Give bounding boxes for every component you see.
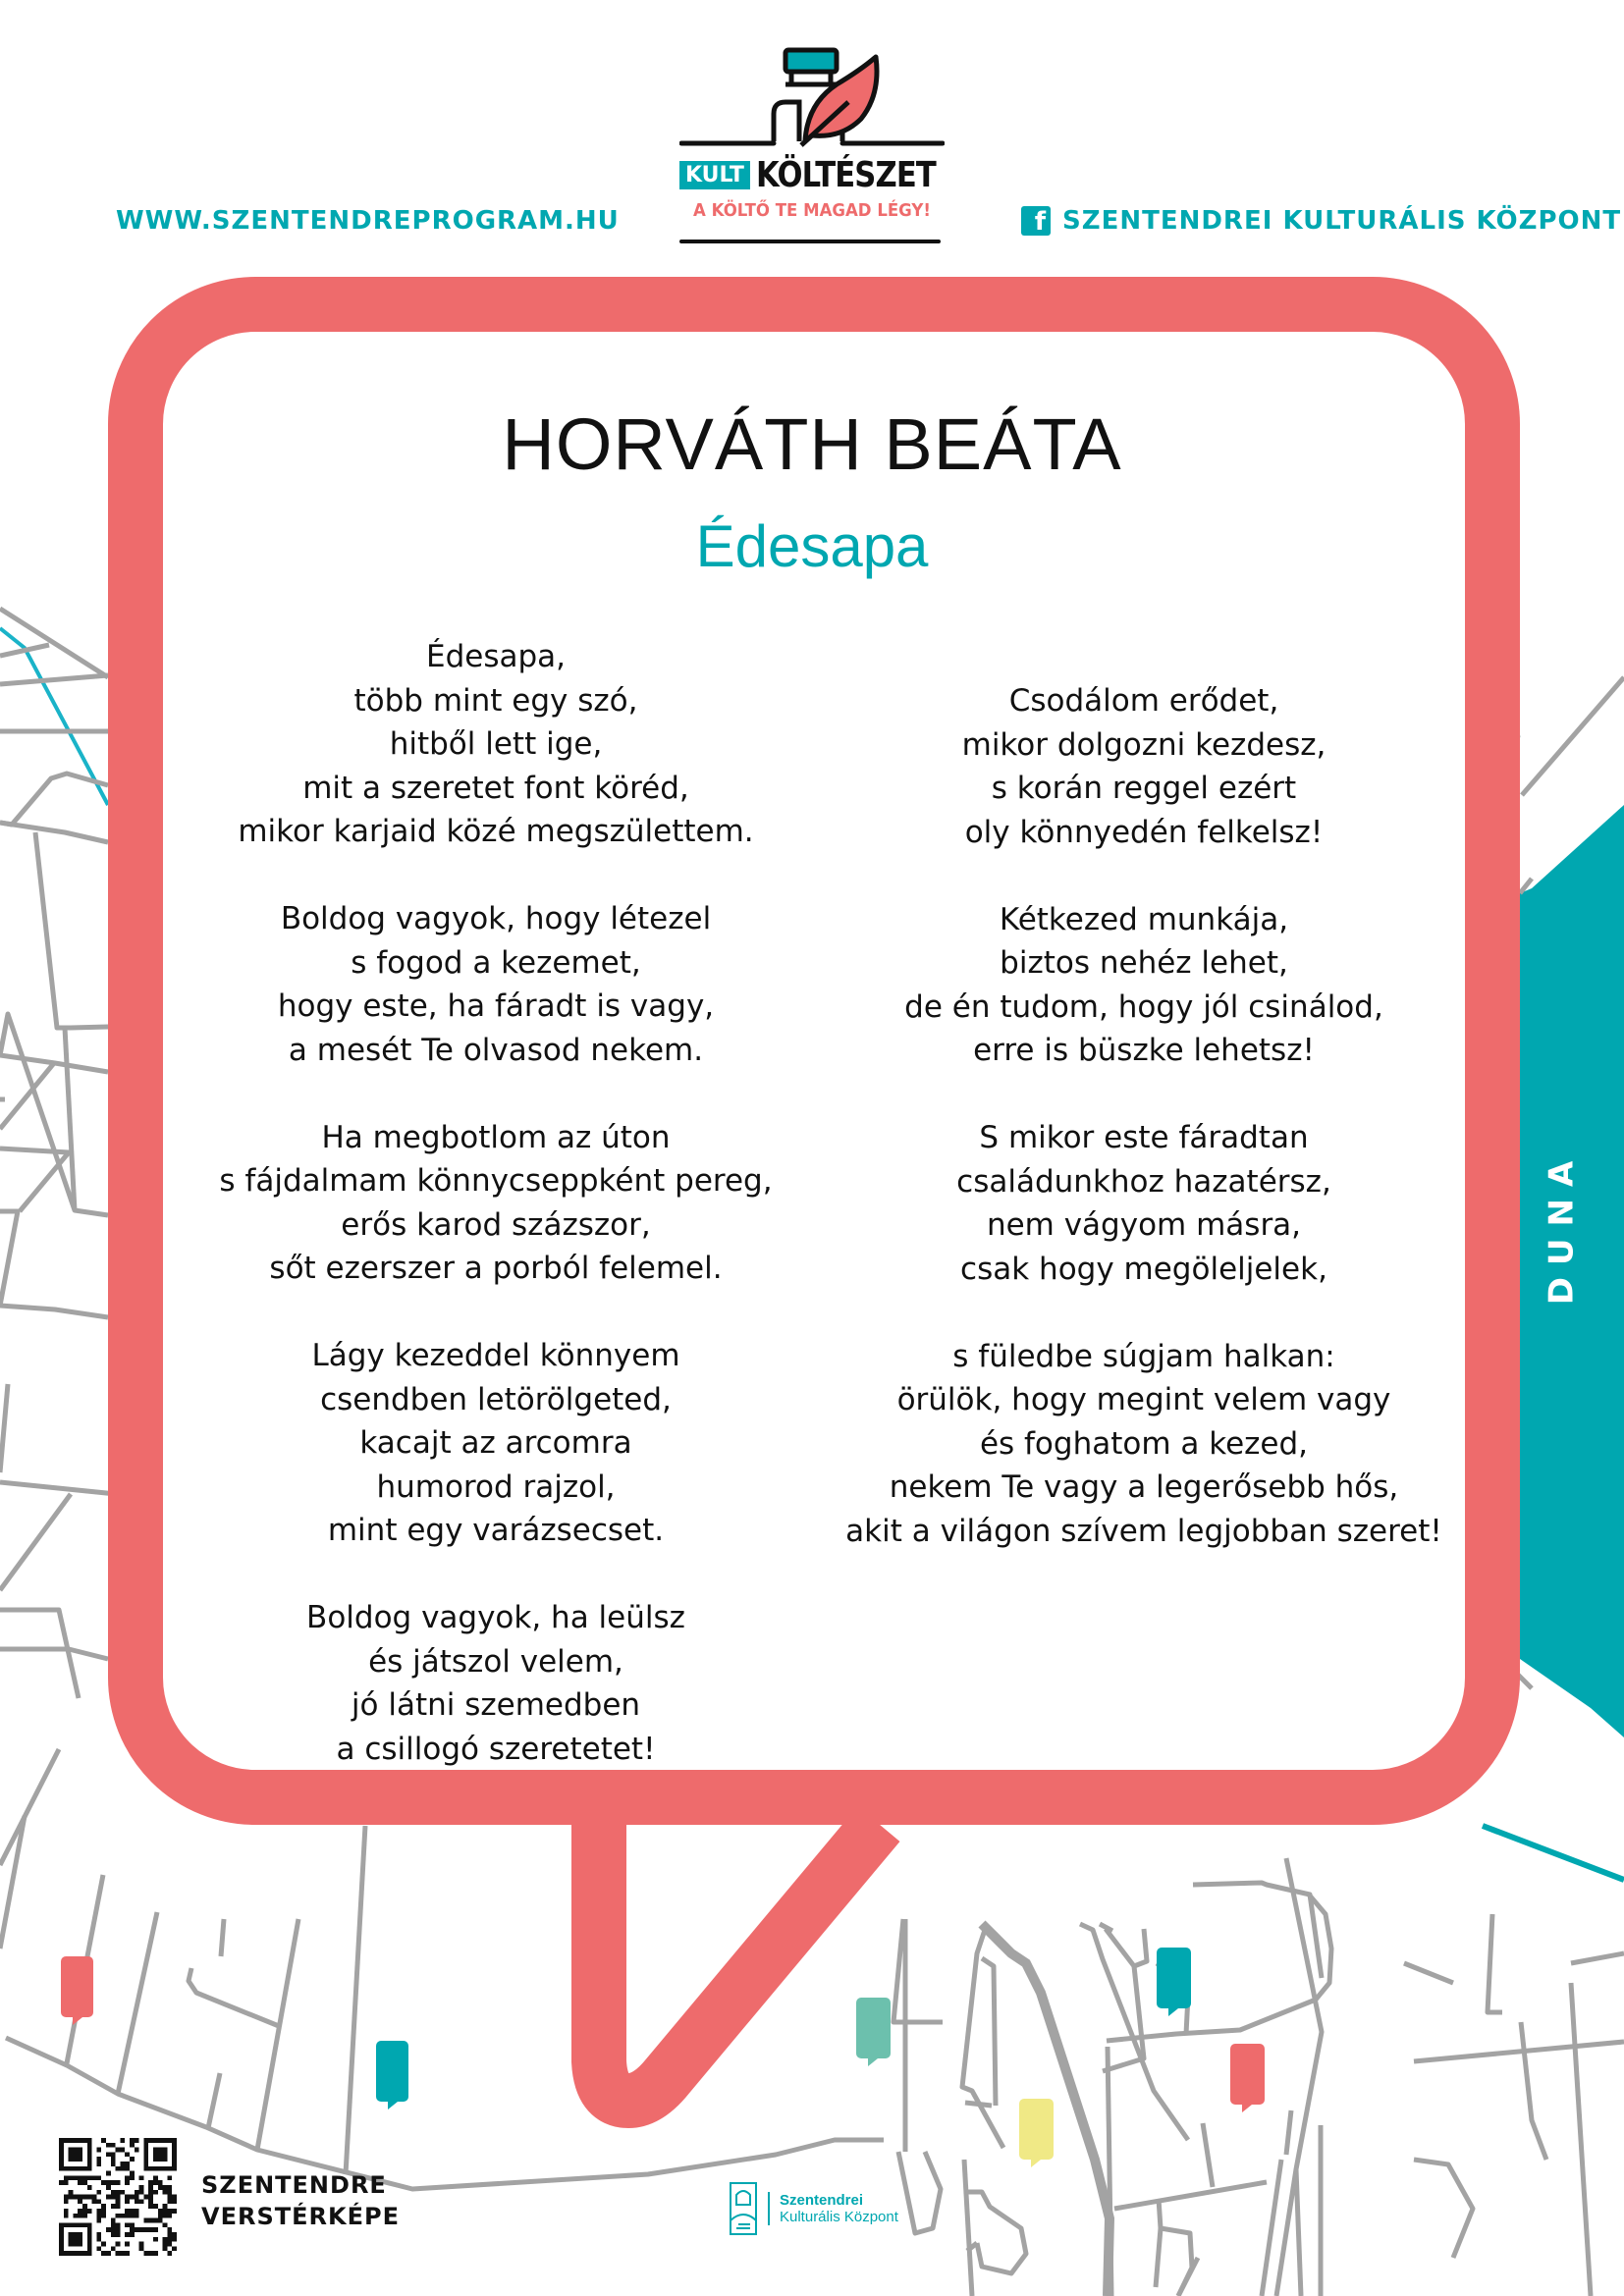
poem-line: Kétkezed munkája, <box>999 901 1289 937</box>
poem-line: hitből lett ige, <box>389 726 603 762</box>
poem-line: több mint egy szó, <box>353 682 638 719</box>
marker-yellow <box>1019 2099 1054 2167</box>
poem-line: Édesapa, <box>425 639 566 674</box>
poem-title: Édesapa <box>695 513 929 579</box>
poem-line: erre is büszke lehetsz! <box>973 1033 1315 1068</box>
stanza <box>167 1334 825 1553</box>
stanza <box>167 635 825 854</box>
logo-kult: KULT <box>679 161 750 189</box>
facebook-link[interactable] <box>1021 206 1621 236</box>
facebook-page-name: SZENTENDREI KULTURÁLIS KÖZPONT <box>1062 206 1622 236</box>
marker-teal-left <box>376 2041 408 2109</box>
logo-bottom-line <box>679 240 941 243</box>
marker-teal-right <box>1157 1948 1191 2016</box>
poem-line: családunkhoz hazatérsz, <box>956 1163 1331 1200</box>
poem-line: de én tudom, hogy jól csinálod, <box>904 988 1383 1025</box>
verster-line1: SZENTENDRE <box>201 2171 387 2199</box>
poem-line: hogy este, ha fáradt is vagy, <box>277 988 715 1024</box>
river-label <box>1532 1144 1591 1310</box>
river-line-right <box>1257 1836 1355 1865</box>
river-line-bottom <box>1483 1826 1624 1880</box>
poem-line: s fogod a kezemet, <box>351 944 641 981</box>
org-name-line2: Kulturális Központ <box>780 2209 898 2225</box>
poem-line: Csodálom erődet, <box>1008 683 1279 719</box>
poem-line: a csillogó szeretetet! <box>336 1731 656 1767</box>
poem-line: erős karod százszor, <box>341 1206 651 1243</box>
poem-line: nekem Te vagy a legerősebb hős, <box>889 1469 1399 1505</box>
poem-left-column <box>167 635 825 1815</box>
marker-green <box>856 1998 891 2066</box>
poem-line: Lágy kezeddel könnyem <box>311 1338 680 1373</box>
poem-line: csak hogy megöleljelek, <box>960 1251 1327 1287</box>
website-link[interactable]: WWW.SZENTENDREPROGRAM.HU <box>116 206 620 236</box>
poem-line: mit a szeretet font köréd, <box>302 770 689 806</box>
poem-line: csendben letörölgeted, <box>320 1381 672 1417</box>
poem-line: mint egy varázsecset. <box>327 1513 665 1548</box>
szentendre-building-icon <box>729 2181 758 2236</box>
org-name-line1: Szentendrei <box>780 2192 864 2209</box>
river-label-text: DUNA <box>1542 1148 1582 1306</box>
qr-code[interactable] <box>59 2138 177 2256</box>
ink-jar-quill-icon <box>679 45 945 153</box>
poem-line: és foghatom a kezed, <box>979 1425 1309 1462</box>
marker-red-left <box>61 1956 93 2025</box>
poem-line: Boldog vagyok, hogy létezel <box>280 901 712 936</box>
marker-red-right <box>1230 2044 1265 2112</box>
stanza <box>167 1116 825 1291</box>
poem-line: biztos nehéz lehet, <box>1000 945 1288 981</box>
verster-kepe-label <box>201 2169 400 2232</box>
poem-right-column <box>815 679 1473 1597</box>
poem-line: nem vágyom másra, <box>986 1207 1302 1243</box>
poem-line: s korán reggel ezért <box>991 771 1297 806</box>
stanza <box>815 1116 1473 1291</box>
poem-line: s füledbe súgjam halkan: <box>952 1338 1335 1374</box>
logo-slogan: A KÖLTŐ TE MAGAD LÉGY! <box>693 200 931 221</box>
poem-line: s fájdalmam könnycseppként pereg, <box>219 1163 773 1199</box>
poem-line: a mesét Te olvasod nekem. <box>288 1032 704 1068</box>
poem-line: Boldog vagyok, ha leülsz <box>306 1600 685 1635</box>
stanza <box>167 897 825 1072</box>
bubble-tail <box>599 1824 879 2101</box>
poem-line: oly könnyedén felkelsz! <box>964 814 1324 850</box>
szentendrei-kulturalis-kozpont-logo <box>729 2181 898 2236</box>
poem-line: jó látni szemedben <box>351 1687 641 1723</box>
logo-kolteszet: KÖLTÉSZET <box>755 155 936 195</box>
poem-line: örülök, hogy megint velem vagy <box>896 1382 1391 1417</box>
stanza <box>815 679 1473 854</box>
poem-line: mikor dolgozni kezdesz, <box>961 726 1326 763</box>
poem-line: mikor karjaid közé megszülettem. <box>238 814 754 849</box>
poem-line: kacajt az arcomra <box>359 1425 632 1461</box>
poem-author: HORVÁTH BEÁTA <box>502 403 1122 485</box>
poem-line: Ha megbotlom az úton <box>321 1119 671 1155</box>
facebook-icon: f <box>1021 206 1051 236</box>
poem-line: akit a világon szívem legjobban szeret! <box>845 1513 1442 1549</box>
poem-line: és játszol velem, <box>368 1643 623 1680</box>
stanza <box>815 1335 1473 1554</box>
kult-kolteszet-logo <box>679 45 945 246</box>
stanza <box>167 1596 825 1771</box>
poem-line: S mikor este fáradtan <box>979 1120 1309 1155</box>
poem-line: humorod rajzol, <box>376 1468 616 1505</box>
poem-line: sőt ezerszer a porból felemel. <box>269 1251 723 1286</box>
verster-line2: VERSTÉRKÉPE <box>201 2203 400 2230</box>
stanza <box>815 898 1473 1073</box>
